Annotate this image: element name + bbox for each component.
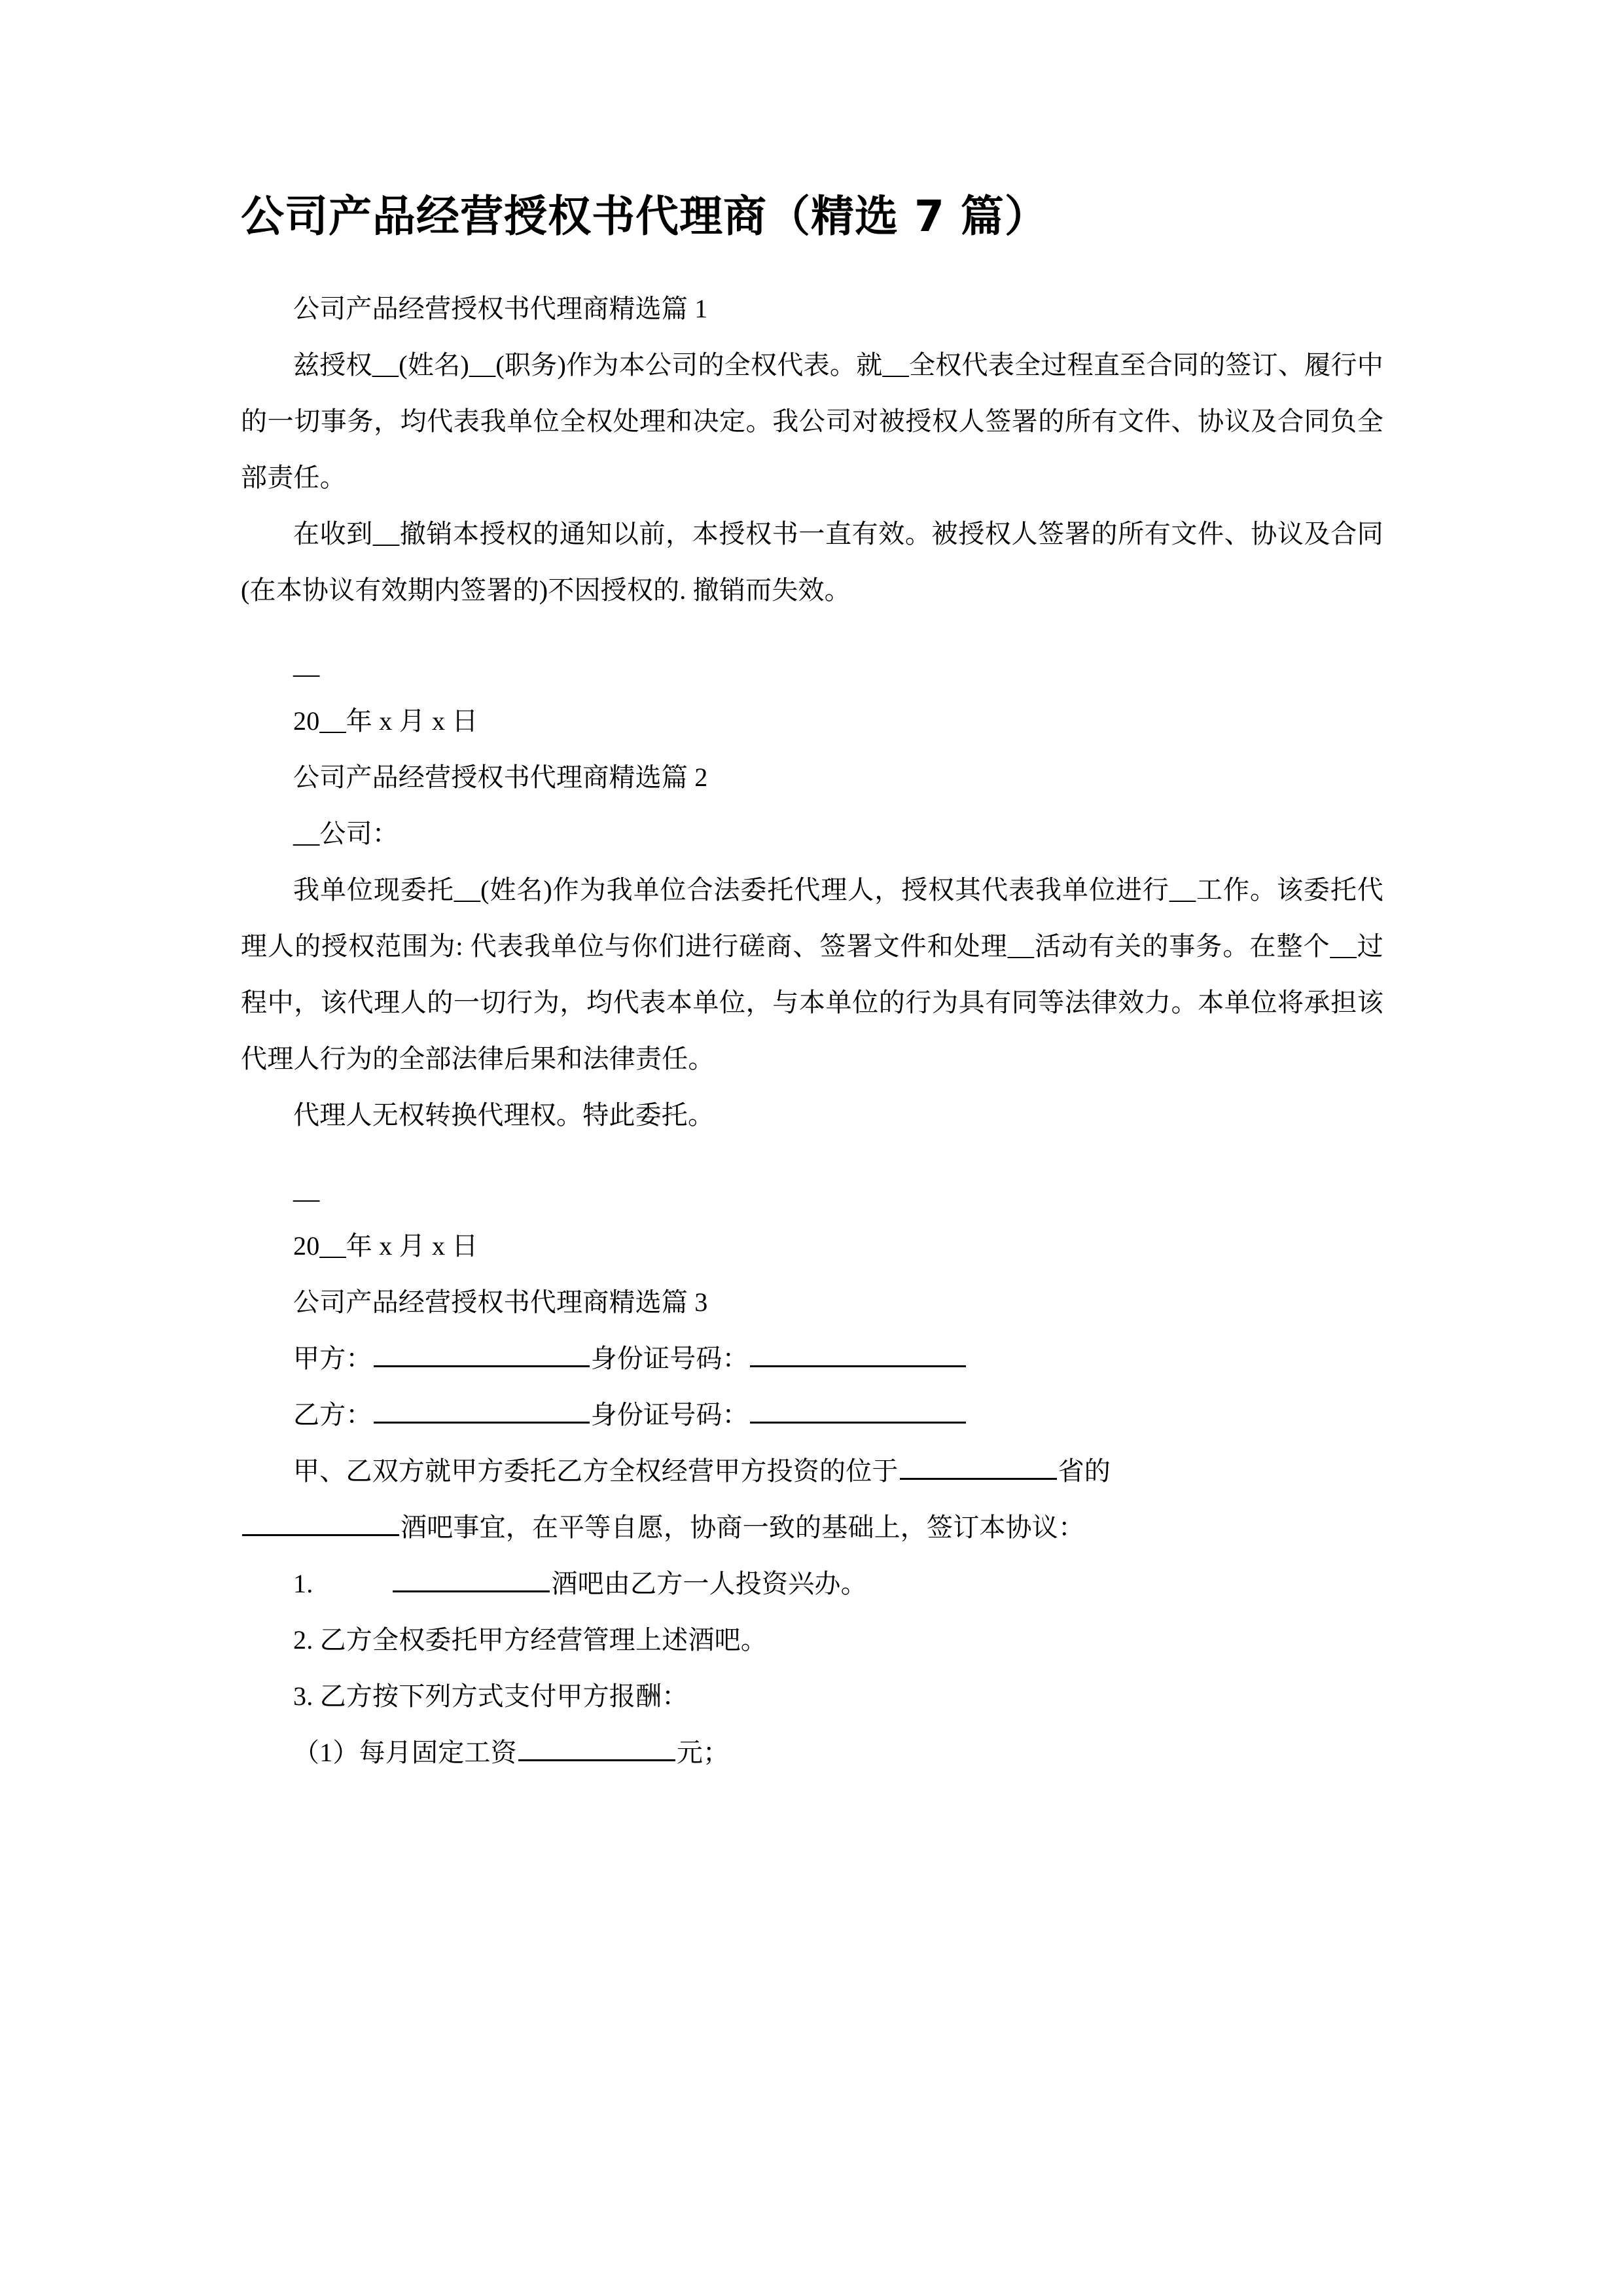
section-3	[241, 1274, 1383, 1781]
party-row-jiafang	[241, 1331, 1383, 1387]
page-title: 公司产品经营授权书代理商（精选 7 篇）	[241, 191, 1048, 242]
list-item-1-text: 酒吧由乙方一人投资兴办。	[551, 1568, 867, 1598]
section-2-paragraph-2: 代理人无权转换代理权。特此委托。	[293, 1100, 715, 1130]
intro-bar-name-blank[interactable]	[242, 1509, 399, 1536]
intro-line2-text: 酒吧事宜，在平等自愿，协商一致的基础上，签订本协议：	[401, 1512, 1085, 1542]
list-item-2-text: 乙方全权委托甲方经营管理上述酒吧。	[319, 1624, 768, 1655]
section-1-date-line: 20__年 x 月 x 日	[293, 706, 478, 736]
party-row-yifang	[241, 1387, 1383, 1443]
section-2-heading: 公司产品经营授权书代理商精选篇 2	[293, 762, 708, 792]
party-id-blank-jiafang[interactable]	[750, 1340, 966, 1367]
party-id-label-yifang: 身份证号码：	[590, 1399, 749, 1429]
sub-list-item-1-number: （1）	[293, 1737, 359, 1767]
party-name-blank-yifang[interactable]	[374, 1397, 590, 1424]
party-name-blank-jiafang[interactable]	[374, 1340, 590, 1367]
sub-list-item-1-text-before: 每月固定工资	[359, 1737, 517, 1767]
document-content	[241, 0, 1383, 1781]
list-item-2-number: 2.	[293, 1624, 313, 1655]
sub-list-item-1-blank[interactable]	[518, 1734, 675, 1761]
section-1-gap	[241, 619, 1383, 637]
section-1-separator: __	[293, 649, 320, 679]
intro-location-blank[interactable]	[900, 1453, 1057, 1480]
list-item-1-blank[interactable]	[393, 1566, 550, 1592]
party-id-blank-yifang[interactable]	[750, 1397, 966, 1424]
section-2-date-line: 20__年 x 月 x 日	[293, 1230, 478, 1261]
sub-list-item-1-text-after: 元；	[676, 1737, 730, 1767]
party-label-jiafang: 甲方：	[293, 1343, 372, 1373]
list-item-1	[241, 1556, 1383, 1612]
title-spacer	[241, 244, 1383, 281]
section-2	[241, 749, 1383, 1274]
section-2-paragraph-1: 我单位现委托__(姓名)作为我单位合法委托代理人，授权其代表我单位进行__工作。该委托代理人的授权范围为: 代表我单位与你们进行磋商、签署文件和处理__活动有关的事务。在整个__过程中，该代理人的一切行为，均代表本单位，与本单位的行为具有同等法律效力。本单位将承担该代理人行为的全部法律后果和法律责任。	[241, 874, 1383, 1073]
section-1-paragraph-2: 在收到__撤销本授权的通知以前，本授权书一直有效。被授权人签署的所有文件、协议及合同(在本协议有效期内签署的)不因授权的. 撤销而失效。	[241, 518, 1383, 605]
party-id-label-jiafang: 身份证号码：	[590, 1343, 749, 1373]
list-item-3	[241, 1668, 1383, 1725]
list-item-2	[241, 1612, 1383, 1668]
section-1-paragraph-1: 兹授权__(姓名)__(职务)作为本公司的全权代表。就__全权代表全过程直至合同的签订、履行中的一切事务，均代表我单位全权处理和决定。我公司对被授权人签署的所有文件、协议及合同负全部责任。	[241, 350, 1383, 492]
intro-text-after-blank: 省的	[1058, 1456, 1111, 1486]
section-3-intro-line-1	[241, 1443, 1383, 1499]
section-2-gap	[241, 1143, 1383, 1162]
section-3-intro-line-2	[241, 1499, 1383, 1556]
section-3-heading: 公司产品经营授权书代理商精选篇 3	[293, 1287, 708, 1317]
section-1-heading: 公司产品经营授权书代理商精选篇 1	[293, 293, 708, 323]
section-2-salutation: __公司：	[293, 818, 399, 848]
section-2-separator: __	[293, 1174, 320, 1204]
section-1	[241, 281, 1383, 749]
intro-text-before-blank: 甲、乙双方就甲方委托乙方全权经营甲方投资的位于	[293, 1456, 899, 1486]
sub-list-item-1	[241, 1725, 1383, 1781]
list-item-1-number: 1.	[293, 1568, 313, 1598]
list-item-3-number: 3.	[293, 1681, 313, 1711]
party-label-yifang: 乙方：	[293, 1399, 372, 1429]
list-item-3-text: 乙方按下列方式支付甲方报酬：	[319, 1681, 688, 1711]
